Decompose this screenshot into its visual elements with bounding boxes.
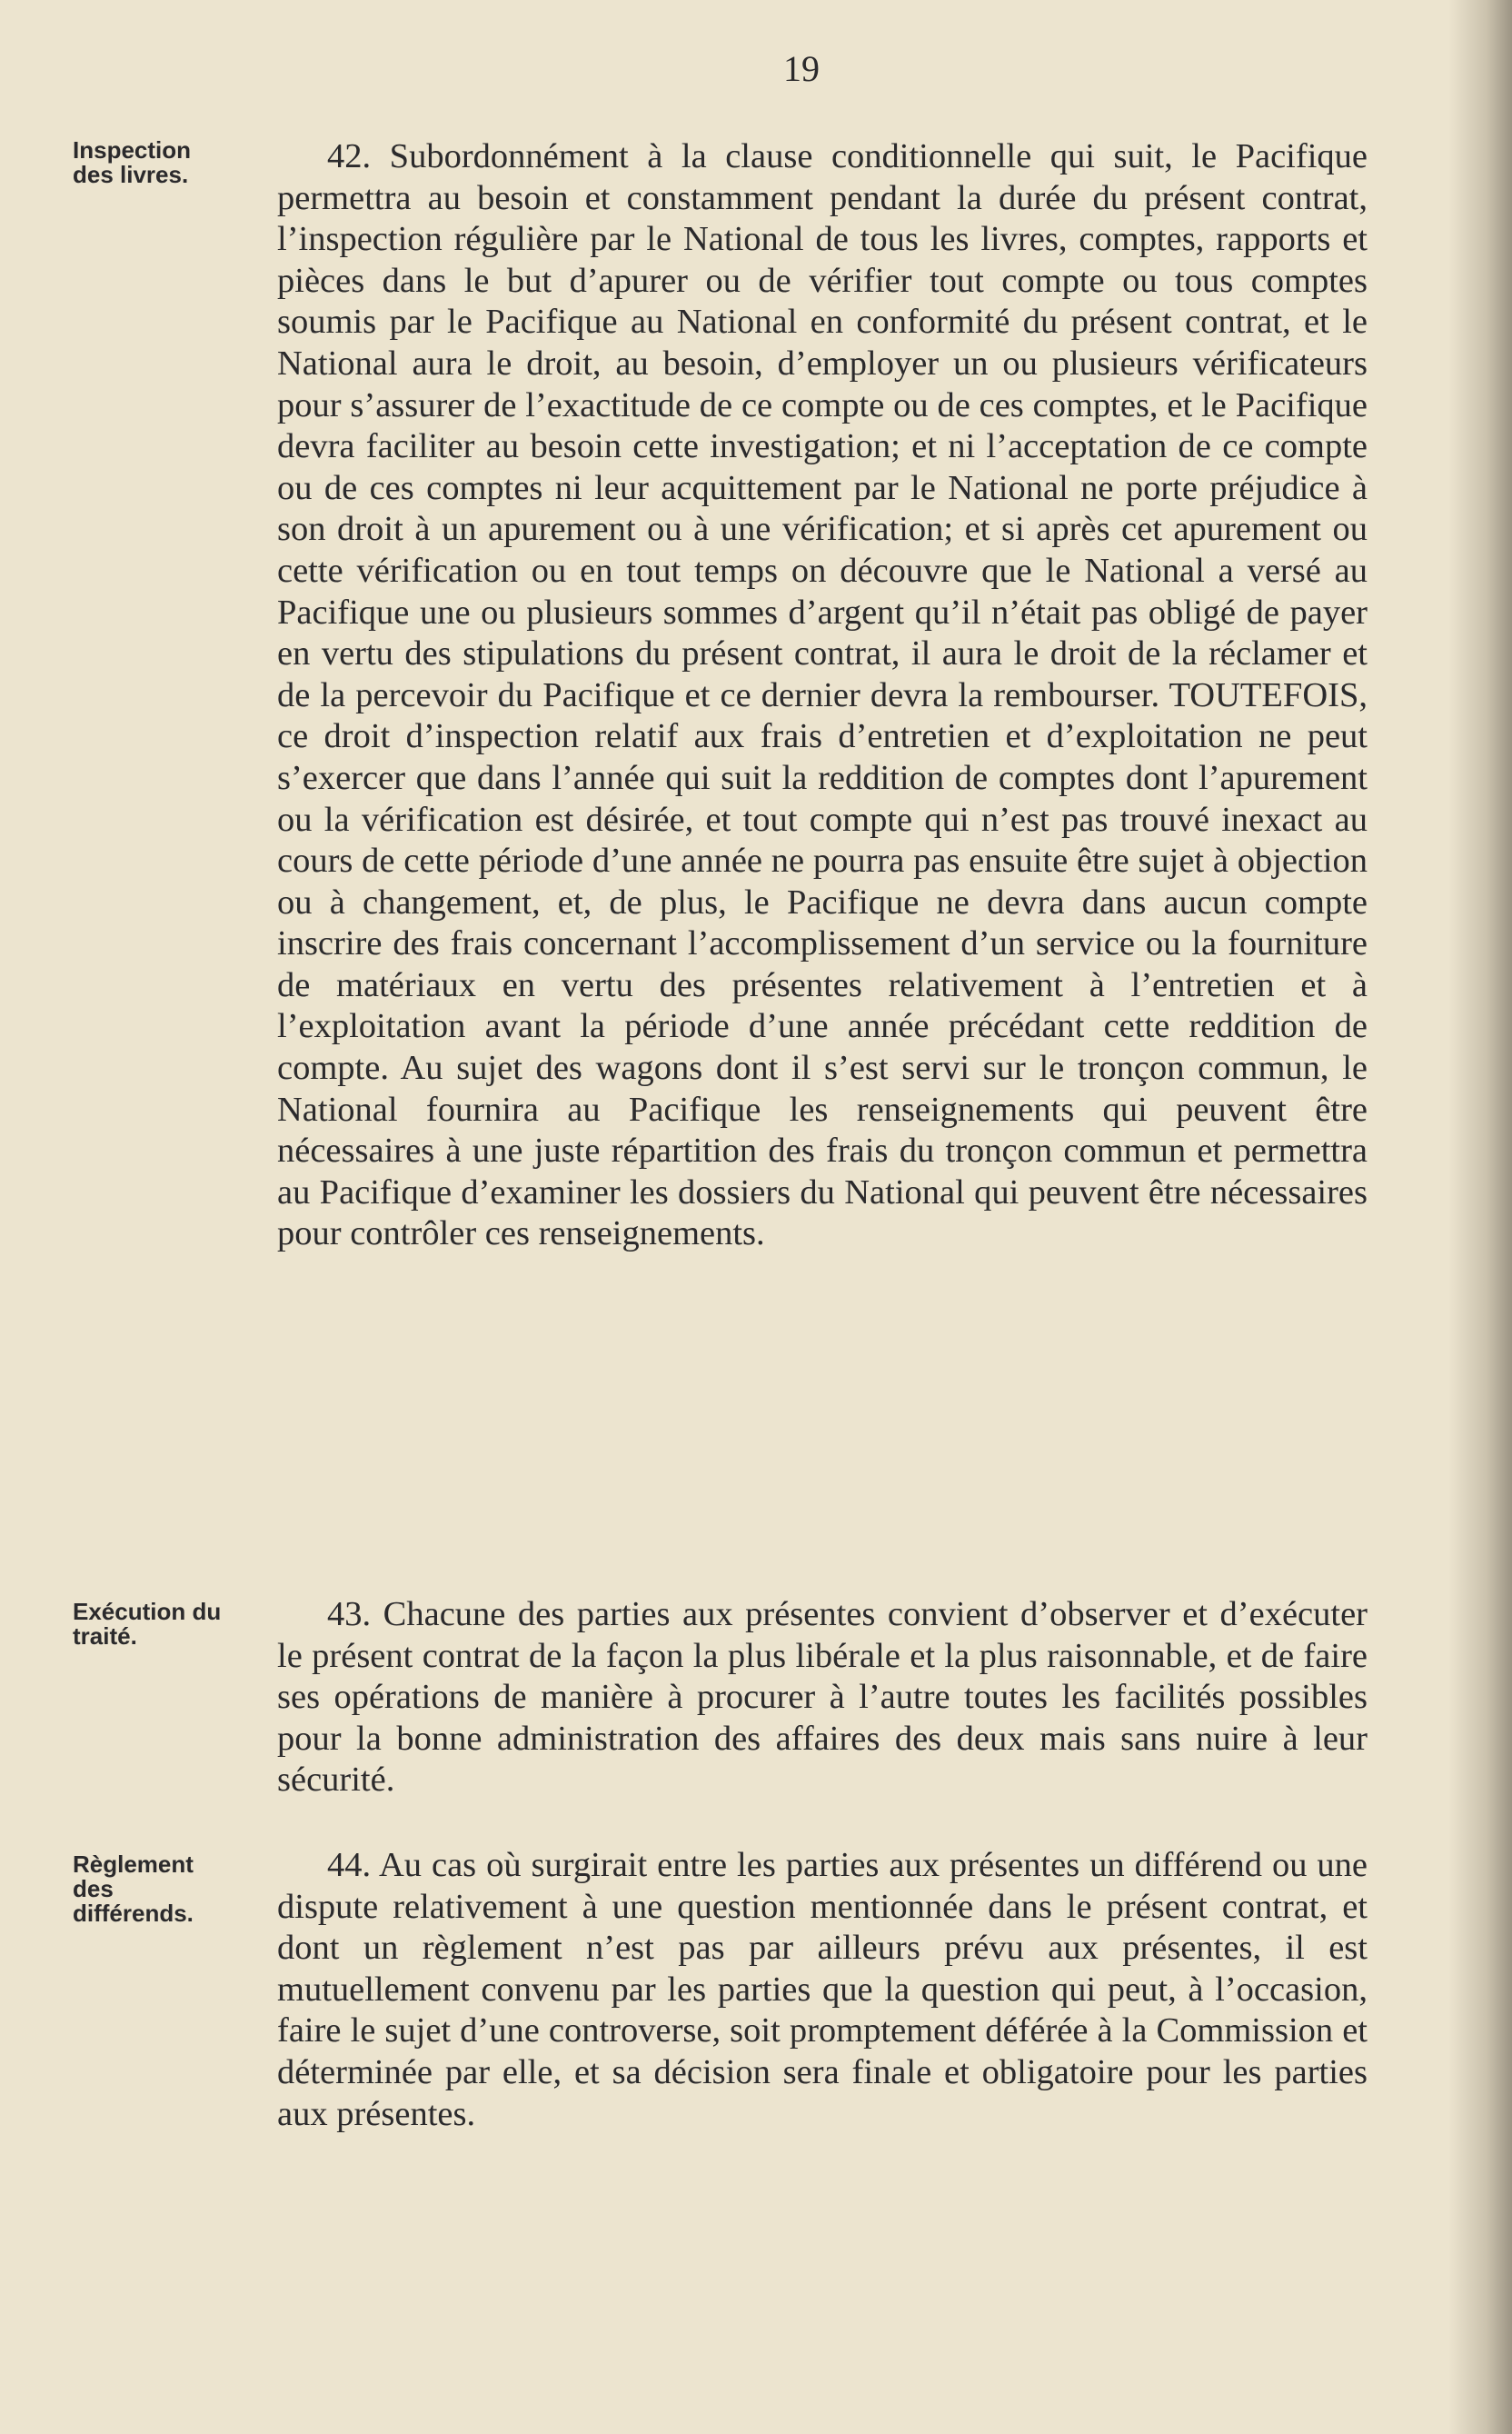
paragraph-44: 44. Au cas où surgirait entre les parties aux présentes un différend ou une dispute relativement à une question mentionnée dans le présent contrat, et dont un règlement n’est pas par ailleurs prévu aux présentes, il est mutuellement convenu par les parties que la question qui peut, à l’occasion, faire le sujet d’une controverse, soit promptement déférée à la Commission et déterminée par elle, et sa décision sera finale et obligatoire pour les parties aux présentes. [277, 1846, 1368, 2133]
margin-note-reglement: Règlement des différends. [73, 1850, 194, 1927]
margin-note-inspection: Inspection des livres. [73, 136, 192, 188]
page-edge-shadow [1448, 0, 1512, 2434]
margin-note-execution: Exécution du traité. [73, 1598, 222, 1650]
paragraph-43: 43. Chacune des parties aux présentes convient d’observer et d’exécuter le présent contrat de la façon la plus libérale et la plus raisonnable, et de faire ses opérations de manière à procurer à l’autre toutes les facilités possibles pour la bonne administration des affaires des deux mais sans nuire à leur sécurité. [277, 1595, 1368, 1800]
paragraph-42: 42. Subordonnément à la clause conditionnelle qui suit, le Pacifique permettra au besoin et constamment pendant la durée du présent contrat, l’inspection régulière par le National de tous les livres, comptes, rapports et pièces dans le but d’apurer ou de vérifier tout compte ou tous comptes soumis par le Pacifique au National en conformité du présent contrat, et le National aura le droit, au besoin, d’employer un ou plusieurs vérificateurs pour s’assurer de l’exactitude de ce compte ou de ces comptes, et le Pacifique devra faciliter au besoin cette investigation; et ni l’acceptation de ce compte ou de ces comptes ni leur acquittement par le National ne porte préjudice à son droit à un apurement ou à une vérification; et si après cet apurement ou cette vérification ou en tout temps on découvre que le National a versé au Pacifique une ou plusieurs sommes d’argent qu’il n’était pas obligé de payer en vertu des stipulations du présent contrat, il aura le droit de la réclamer et de la percevoir du Pacifique et ce dernier devra la rembourser. TOUTEFOIS, ce droit d’inspection relatif aux frais d’entretien et d’exploitation ne peut s’exercer que dans l’année qui suit la reddition de comptes dont l’apurement ou la vérification est désirée, et tout compte qui n’est pas trouvé inexact au cours de cette période d’une année ne pourra pas ensuite être sujet à objection ou à changement, et, de plus, le Pacifique ne devra dans aucun compte inscrire des frais concernant l’accomplissement d’un service ou la fourniture de matériaux en vertu des présentes relativement à l’entretien et à l’exploitation avant la période d’une année précédant cette reddition de compte. Au sujet des wagons dont il s’est servi sur le tronçon commun, le National fournira au Pacifique les renseignements qui peuvent être nécessaires à une juste répartition des frais du tronçon commun et permettra au Pacifique d’examiner les dossiers du National qui peuvent être nécessaires pour contrôler ces renseignements. [277, 137, 1368, 1253]
page-number: 19 [783, 48, 820, 89]
